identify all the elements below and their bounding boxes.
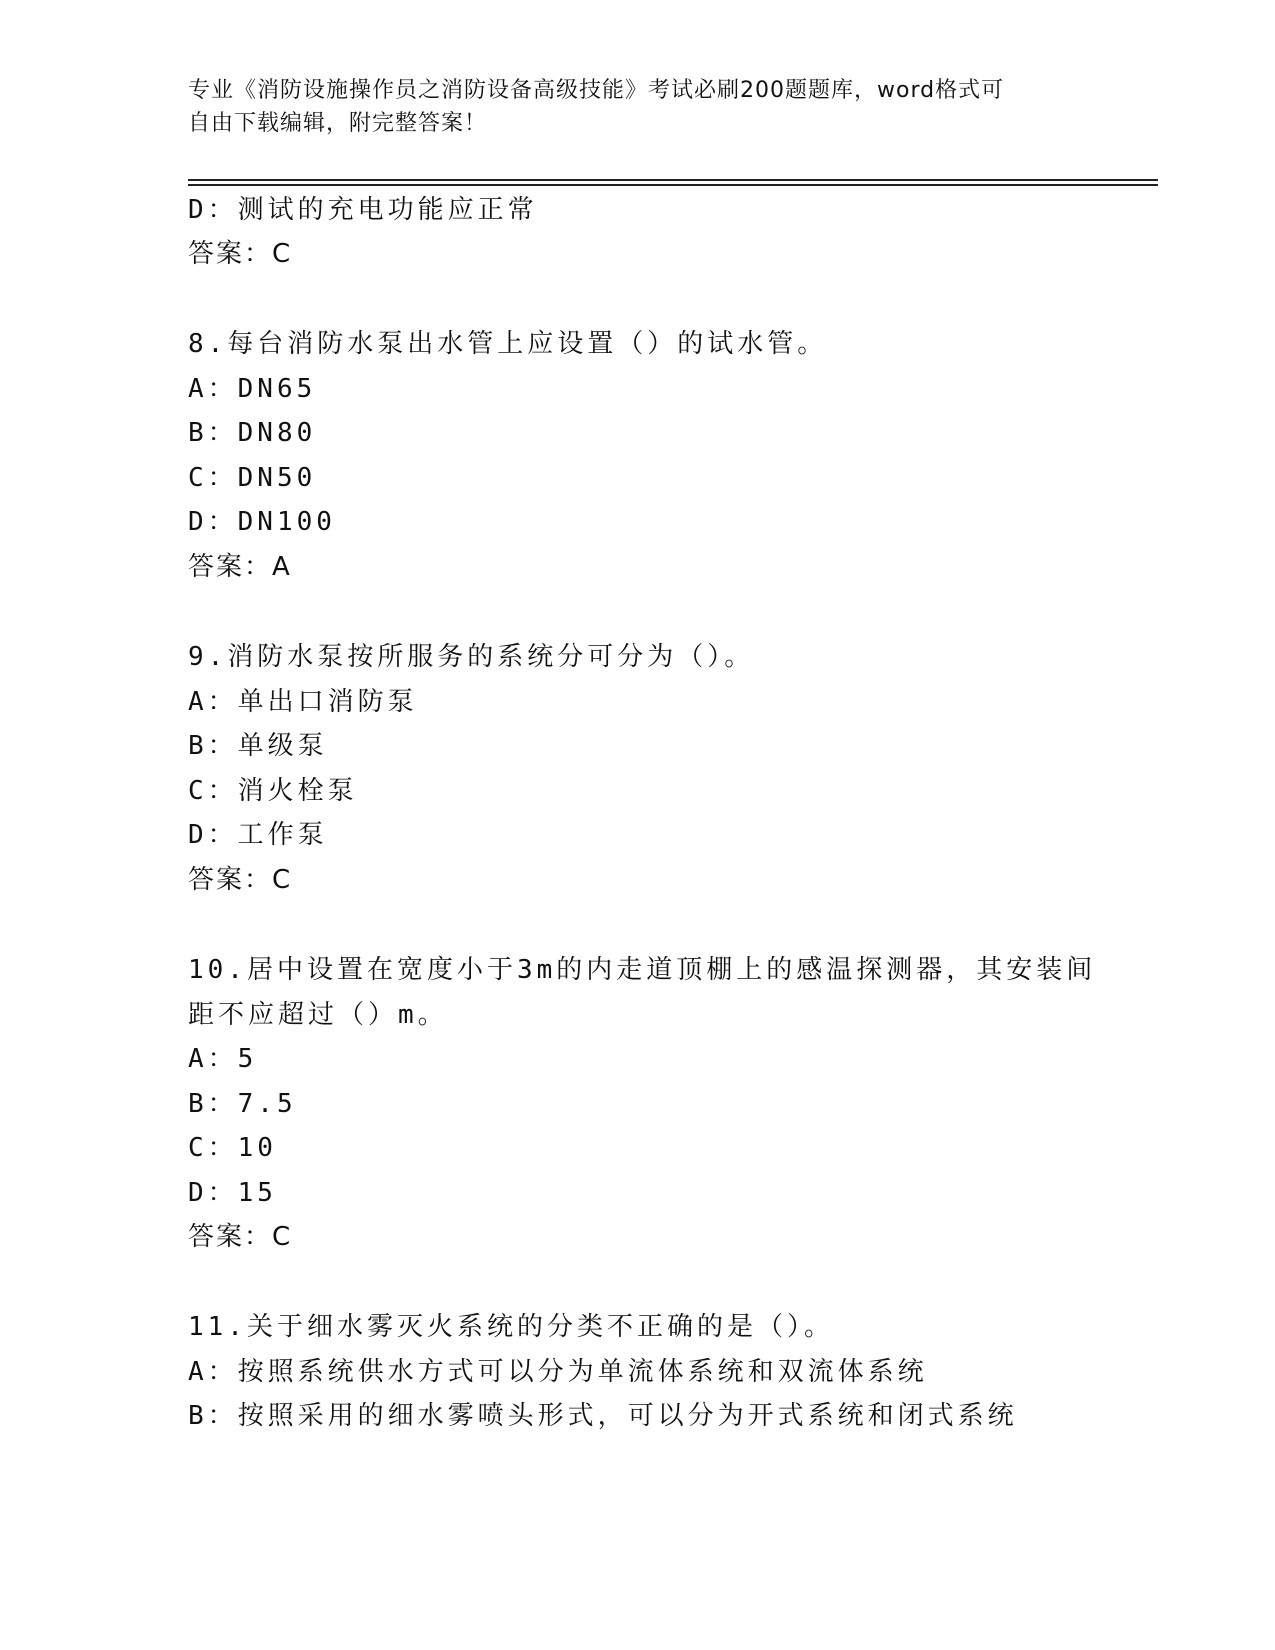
q9-answer: 答案：C [188,865,293,895]
q11-stem: 11.关于细水雾灭火系统的分类不正确的是（）。 [188,1312,834,1342]
q10-answer: 答案：C [188,1222,293,1252]
q8-option-a: A：DN65 [188,374,317,404]
q9-option-b: B：单级泵 [188,731,328,761]
q8-option-c: C：DN50 [188,463,317,493]
document-header [188,74,1088,140]
q11-option-b: B：按照采用的细水雾喷头形式，可以分为开式系统和闭式系统 [188,1401,1018,1431]
q9-option-a: A：单出口消防泵 [188,687,418,717]
header-divider-bottom [188,184,1158,186]
q11-option-a: A：按照系统供水方式可以分为单流体系统和双流体系统 [188,1357,928,1387]
q10-option-a: A：5 [188,1044,258,1074]
q9-option-c: C：消火栓泵 [188,776,358,806]
q8-option-b: B：DN80 [188,418,317,448]
q10-option-c: C：10 [188,1133,277,1163]
prev-option-d: D：测试的充电功能应正常 [188,195,538,225]
q10-option-b: B：7.5 [188,1089,297,1119]
q10-stem-line-2: 距不应超过（）m。 [188,1000,448,1030]
prev-answer: 答案：C [188,239,293,269]
q9-option-d: D：工作泵 [188,820,328,850]
q8-answer: 答案：A [188,552,292,582]
header-divider-top [188,179,1158,181]
q9-stem: 9.消防水泵按所服务的系统分可分为（）。 [188,642,755,672]
header-line-1: 专业《消防设施操作员之消防设备高级技能》考试必刷200题题库，word格式可 [188,78,1005,103]
q8-option-d: D：DN100 [188,507,336,537]
header-line-2: 自由下载编辑，附完整答案！ [188,111,488,136]
q10-option-d: D：15 [188,1178,277,1208]
q8-stem: 8.每台消防水泵出水管上应设置（）的试水管。 [188,329,828,359]
q10-stem-line-1: 10.居中设置在宽度小于3m的内走道顶棚上的感温探测器，其安装间 [188,955,1097,985]
